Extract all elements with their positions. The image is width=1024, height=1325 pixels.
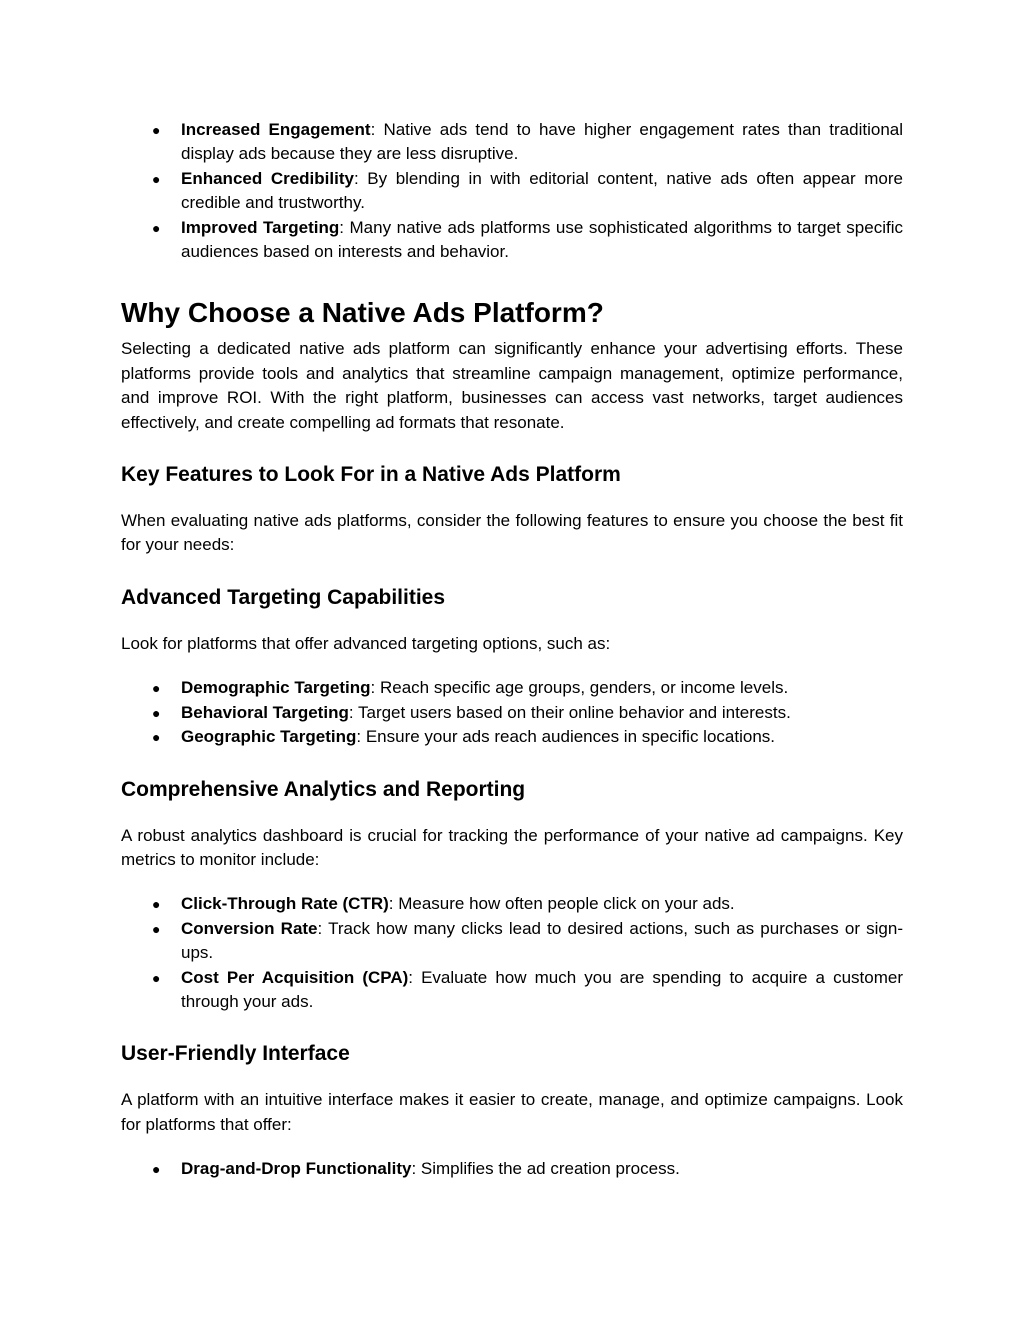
document-page <box>121 118 903 1182</box>
list-item <box>121 966 903 1015</box>
bullet-icon: ● <box>152 704 161 721</box>
list-item-term: Behavioral Targeting <box>181 702 349 722</box>
key-features-heading: Key Features to Look For in a Native Ads Platform <box>121 463 621 487</box>
bullet-icon: ● <box>152 969 161 986</box>
bullet-icon: ● <box>152 219 161 236</box>
list-item-text: : Track how many clicks lead to desired actions, such as purchases or sign-ups. <box>181 918 903 963</box>
list-item-text: : Ensure your ads reach audiences in specific locations. <box>356 727 775 747</box>
list-item-term: Improved Targeting <box>181 217 340 237</box>
key-features-paragraph: When evaluating native ads platforms, consider the following features to ensure you choose the best fit for your needs: <box>121 511 903 555</box>
list-item <box>121 892 903 916</box>
list-item-text: : Reach specific age groups, genders, or income levels. <box>370 678 789 698</box>
list-item-term: Geographic Targeting <box>181 727 357 747</box>
analytics-heading: Comprehensive Analytics and Reporting <box>121 777 526 801</box>
interface-list <box>121 1157 903 1181</box>
list-item-text: : Many native ads platforms use sophisticated algorithms to target specific audiences based on interests and behavior. <box>181 217 903 262</box>
list-item-term: Cost Per Acquisition (CPA) <box>181 967 409 987</box>
list-item-term: Demographic Targeting <box>181 678 371 698</box>
analytics-paragraph: A robust analytics dashboard is crucial for tracking the performance of your native ad campaigns. Key metrics to monitor include: <box>121 825 903 869</box>
targeting-heading: Advanced Targeting Capabilities <box>121 585 446 609</box>
list-item <box>121 917 903 966</box>
list-item-text: : Simplifies the ad creation process. <box>411 1159 680 1179</box>
bullet-icon: ● <box>152 680 161 697</box>
bullet-icon: ● <box>152 729 161 746</box>
list-item <box>121 676 903 700</box>
why-choose-paragraph: Selecting a dedicated native ads platform can significantly enhance your advertising efforts. These platforms provide tools and analytics that streamline campaign management, optimize performance, and improve ROI. With the right platform, businesses can access vast networks, target audiences effectively, and create compelling ad formats that resonate. <box>121 339 903 432</box>
list-item-text: : Target users based on their online behavior and interests. <box>348 702 791 722</box>
targeting-paragraph: Look for platforms that offer advanced targeting options, such as: <box>121 633 611 653</box>
analytics-list <box>121 892 903 1014</box>
list-item-text: : Native ads tend to have higher engagement rates than traditional display ads because they are less disruptive. <box>181 120 903 164</box>
list-item <box>121 1157 903 1181</box>
list-item-term: Drag-and-Drop Functionality <box>181 1159 412 1179</box>
bullet-icon: ● <box>152 896 161 913</box>
bullet-icon: ● <box>152 170 161 187</box>
list-item <box>121 118 903 167</box>
intro-benefits-list <box>121 118 903 264</box>
list-item-term: Conversion Rate <box>181 918 318 938</box>
interface-heading: User-Friendly Interface <box>121 1042 350 1066</box>
list-item-text: : Evaluate how much you are spending to acquire a customer through your ads. <box>181 967 903 1011</box>
list-item <box>121 216 903 265</box>
targeting-list <box>121 676 903 749</box>
bullet-icon: ● <box>152 1161 161 1178</box>
list-item-text: : By blending in with editorial content, native ads often appear more credible and trustworthy. <box>181 168 903 213</box>
list-item-term: Increased Engagement <box>181 120 371 139</box>
bullet-icon: ● <box>152 122 161 138</box>
list-item-term: Click-Through Rate (CTR) <box>181 894 389 914</box>
why-choose-heading: Why Choose a Native Ads Platform? <box>121 297 604 329</box>
interface-paragraph: A platform with an intuitive interface makes it easier to create, manage, and optimize campaigns. Look for platforms that offer: <box>121 1090 903 1134</box>
list-item <box>121 701 903 725</box>
list-item <box>121 167 903 216</box>
bullet-icon: ● <box>152 920 161 937</box>
list-item-text: : Measure how often people click on your ads. <box>388 894 735 914</box>
list-item-term: Enhanced Credibility <box>181 168 354 188</box>
list-item <box>121 725 903 749</box>
